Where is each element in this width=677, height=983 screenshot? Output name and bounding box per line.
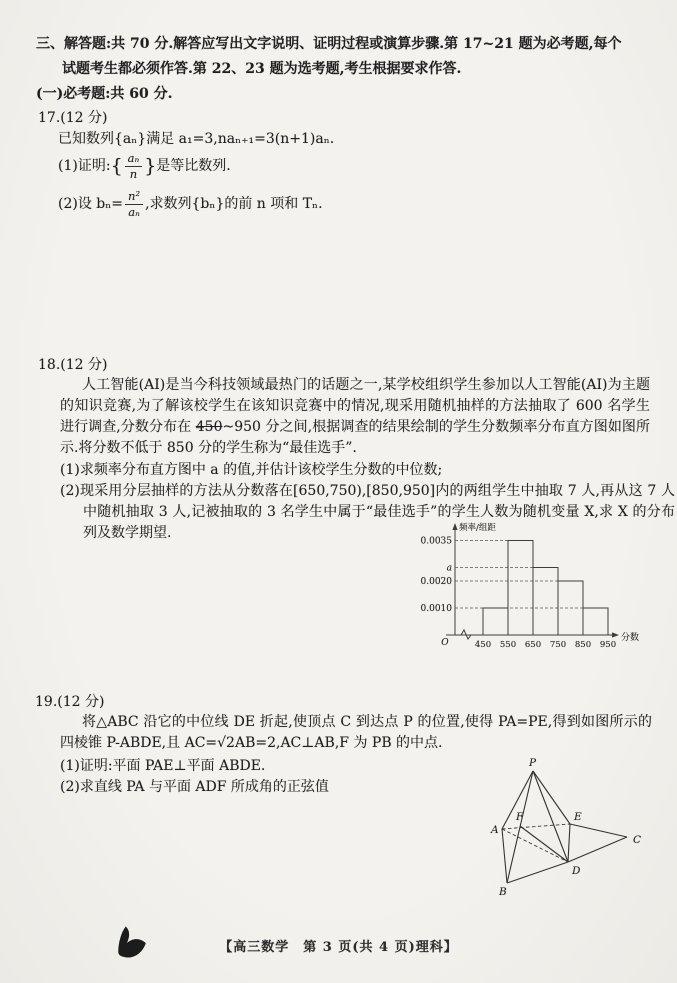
q18-number: 18.(12 分): [38, 357, 108, 373]
q17-part2: [58, 186, 323, 222]
q17-number: 17.(12 分): [38, 110, 108, 126]
q19-stem: 将△ABC 沿它的中位线 DE 折起,使顶点 C 到达点 P 的位置,使得 PA=PE,得到如图所示的四棱锥 P-ABDE,且 AC=√2AB=2,AC⊥AB,F 为 PB 的中点.: [60, 714, 652, 751]
svg-text:频率/组距: 频率/组距: [459, 523, 496, 533]
q17-part2-post: ,求数列{bₙ}的前 n 项和 Tₙ.: [145, 195, 323, 212]
q19-part1: (1)证明:平面 PAE⊥平面 ABDE.: [60, 758, 266, 774]
q17-part2-fraction: [125, 190, 143, 217]
section-header-line2: 试题考生都必须作答.第 22、23 题为选考题,考生根据要求作答.: [62, 61, 462, 77]
q18-part1: (1)求频率分布直方图中 a 的值,并估计该校学生分数的中位数;: [60, 462, 443, 478]
svg-text:P: P: [529, 757, 537, 769]
q19-part2: (2)求直线 PA 与平面 ADF 所成角的正弦值: [60, 779, 329, 795]
q17-part1-open-brace: {: [110, 154, 123, 177]
frequency-histogram: [413, 518, 669, 660]
section-header-line1: 三、解答题:共 70 分.解答应写出文字说明、证明过程或演算步骤.第 17~21 题为必考题,每个: [36, 36, 622, 52]
svg-text:450: 450: [474, 640, 492, 650]
svg-text:B: B: [499, 886, 507, 898]
q18-strikethrough-number: 450: [195, 419, 223, 435]
fraction-numerator: aₙ: [125, 152, 143, 166]
q17-intro: 已知数列{aₙ}满足 a₁=3,naₙ₊₁=3(n+1)aₙ.: [58, 131, 335, 147]
q19-number: 19.(12 分): [35, 694, 105, 710]
q18-stem-text-cont: ~950 分之间,根据调查的结果绘制的学生分数频率分布直方图如图所示.将分数不低于 850 分的学生称为“最佳选手”.: [60, 419, 650, 456]
pyramid-figure: [455, 750, 660, 920]
svg-text:分数: 分数: [621, 633, 640, 643]
svg-text:C: C: [633, 834, 642, 846]
svg-text:0.0035: 0.0035: [420, 536, 452, 547]
q17-part1-fraction: [125, 152, 143, 179]
svg-text:0.0020: 0.0020: [420, 577, 452, 587]
section-header-line3: (一)必考题:共 60 分.: [36, 86, 173, 102]
q18-stem: [60, 375, 650, 459]
svg-text:a: a: [446, 563, 452, 574]
svg-text:A: A: [491, 824, 499, 836]
q18-part2: (2)现采用分层抽样的方法从分数落在[650,750),[850,950]内的两组学生中抽取 7 人,再从这 7 人中随机抽取 3 人,记被抽取的 3 名学生中属于“最佳选手”的学生人数为随机变量 X,求 X 的分布列及数学期望.: [60, 483, 675, 541]
page-footer: 【高三数学 第 3 页(共 4 页)理科】: [219, 940, 458, 955]
svg-text:0.0010: 0.0010: [420, 604, 452, 614]
svg-text:850: 850: [574, 640, 592, 650]
fraction-denominator: n: [129, 166, 138, 181]
svg-text:550: 550: [499, 640, 517, 650]
q17-part1: [58, 148, 231, 184]
svg-text:650: 650: [524, 640, 542, 650]
fraction-numerator: n²: [125, 190, 143, 204]
fraction-denominator: aₙ: [128, 204, 140, 219]
q18-stem-text: 人工智能(AI)是当今科技领域最热门的话题之一,某学校组织学生参加以人工智能(AI)为主题的知识竞赛,为了解该校学生在该知识竞赛中的情况,现采用随机抽样的方法抽取了 600 名学生进行调查,分数分布在: [60, 377, 650, 435]
svg-text:F: F: [516, 811, 524, 823]
q17-part1-close-brace: }: [144, 154, 157, 177]
q17-part2-pre: (2)设 bₙ=: [58, 195, 124, 212]
q17-part1-post: 是等比数列.: [156, 157, 231, 174]
svg-text:O: O: [441, 638, 449, 648]
q17-part1-pre: (1)证明:: [58, 157, 111, 174]
svg-text:E: E: [574, 811, 582, 823]
svg-text:D: D: [572, 865, 581, 877]
svg-text:950: 950: [599, 640, 617, 650]
svg-text:750: 750: [549, 640, 567, 650]
